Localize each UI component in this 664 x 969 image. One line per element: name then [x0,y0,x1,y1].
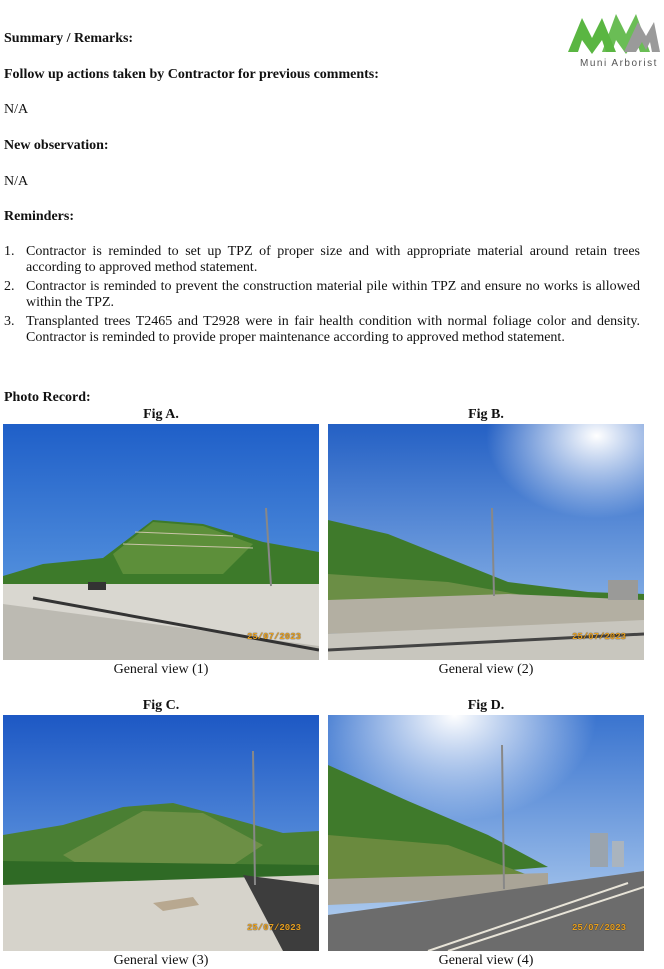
fig-c-title: Fig C. [142,698,180,713]
fig-d-title: Fig D. [467,698,505,713]
fig-a-caption: General view (1) [113,662,209,677]
photo-fig-c [3,715,319,951]
reminder-item: 3. Transplanted trees T2465 and T2928 were in fair health condition with normal foliage color and density. Contractor is reminded to provide proper maintenance according to approved method statement. [4,314,640,345]
reminders-heading: Reminders: [4,209,74,224]
reminder-item: 2. Contractor is reminded to prevent the construction material pile within TPZ and ensure no works is allowed within the TPZ. [4,279,640,310]
logo-text: Muni Arborist [580,58,658,69]
photo-record-heading: Photo Record: [4,390,91,405]
fig-b-caption: General view (2) [438,662,534,677]
photo-date-stamp: 25/07/2023 [571,632,626,642]
follow-up-value: N/A [4,102,29,117]
photo-date-stamp: 25/07/2023 [246,632,301,642]
fig-d-caption: General view (4) [438,953,534,968]
photo-date-stamp: 25/07/2023 [571,923,626,933]
fig-c-caption: General view (3) [113,953,209,968]
photo-fig-d [328,715,644,951]
fig-b-title: Fig B. [468,407,504,422]
reminder-item: 1. Contractor is reminded to set up TPZ of proper size and with appropriate material around retain trees according to approved method statement. [4,244,640,275]
new-observation-heading: New observation: [4,138,109,153]
photo-date-stamp: 25/07/2023 [246,923,301,933]
photo-fig-a [3,424,319,660]
reminders-list [4,244,640,349]
follow-up-heading: Follow up actions taken by Contractor for previous comments: [4,67,379,82]
new-observation-value: N/A [4,174,29,189]
photo-fig-b [328,424,644,660]
summary-heading: Summary / Remarks: [4,31,134,46]
fig-a-title: Fig A. [143,407,179,422]
